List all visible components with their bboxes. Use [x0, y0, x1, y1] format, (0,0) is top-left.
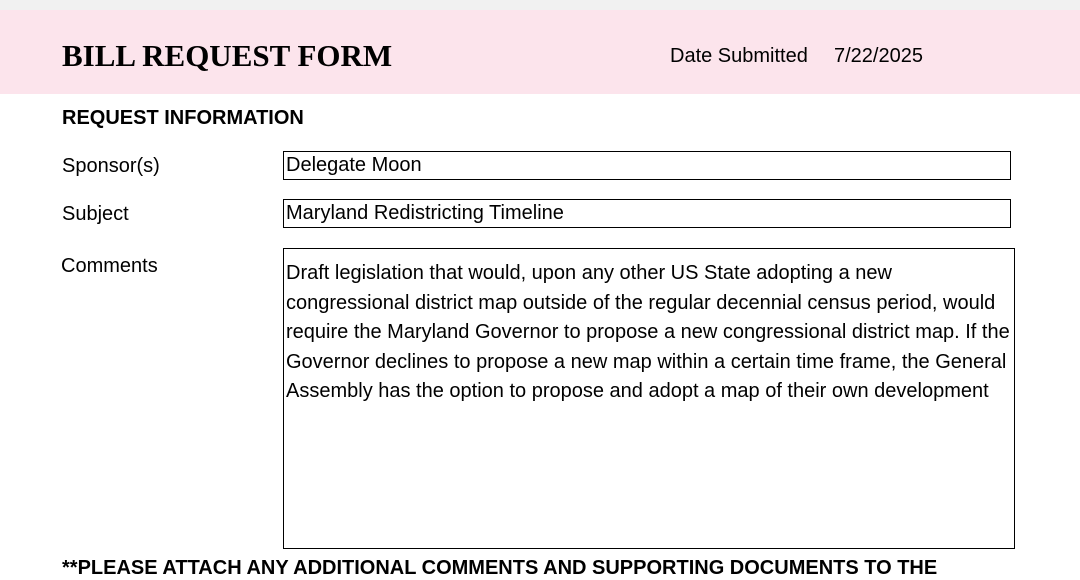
subject-field[interactable]: Maryland Redistricting Timeline	[283, 199, 1011, 228]
attachment-note: **PLEASE ATTACH ANY ADDITIONAL COMMENTS AND SUPPORTING DOCUMENTS TO THE	[62, 557, 938, 579]
subject-label: Subject	[62, 203, 129, 225]
comments-label: Comments	[61, 255, 158, 277]
sponsor-label: Sponsor(s)	[62, 155, 160, 177]
top-strip	[0, 0, 1080, 10]
request-information-heading: REQUEST INFORMATION	[62, 107, 304, 129]
date-submitted-label: Date Submitted	[670, 45, 808, 67]
comments-field[interactable]: Draft legislation that would, upon any other US State adopting a new congressional district map outside of the regular decennial census period, would require the Maryland Governor to propose a new congressional district map. If the Governor declines to propose a new map within a certain time frame, the General Assembly has the option to propose and adopt a map of their own development	[283, 248, 1015, 549]
form-title: BILL REQUEST FORM	[62, 38, 393, 73]
date-submitted-value: 7/22/2025	[834, 45, 923, 67]
sponsor-field[interactable]: Delegate Moon	[283, 151, 1011, 180]
